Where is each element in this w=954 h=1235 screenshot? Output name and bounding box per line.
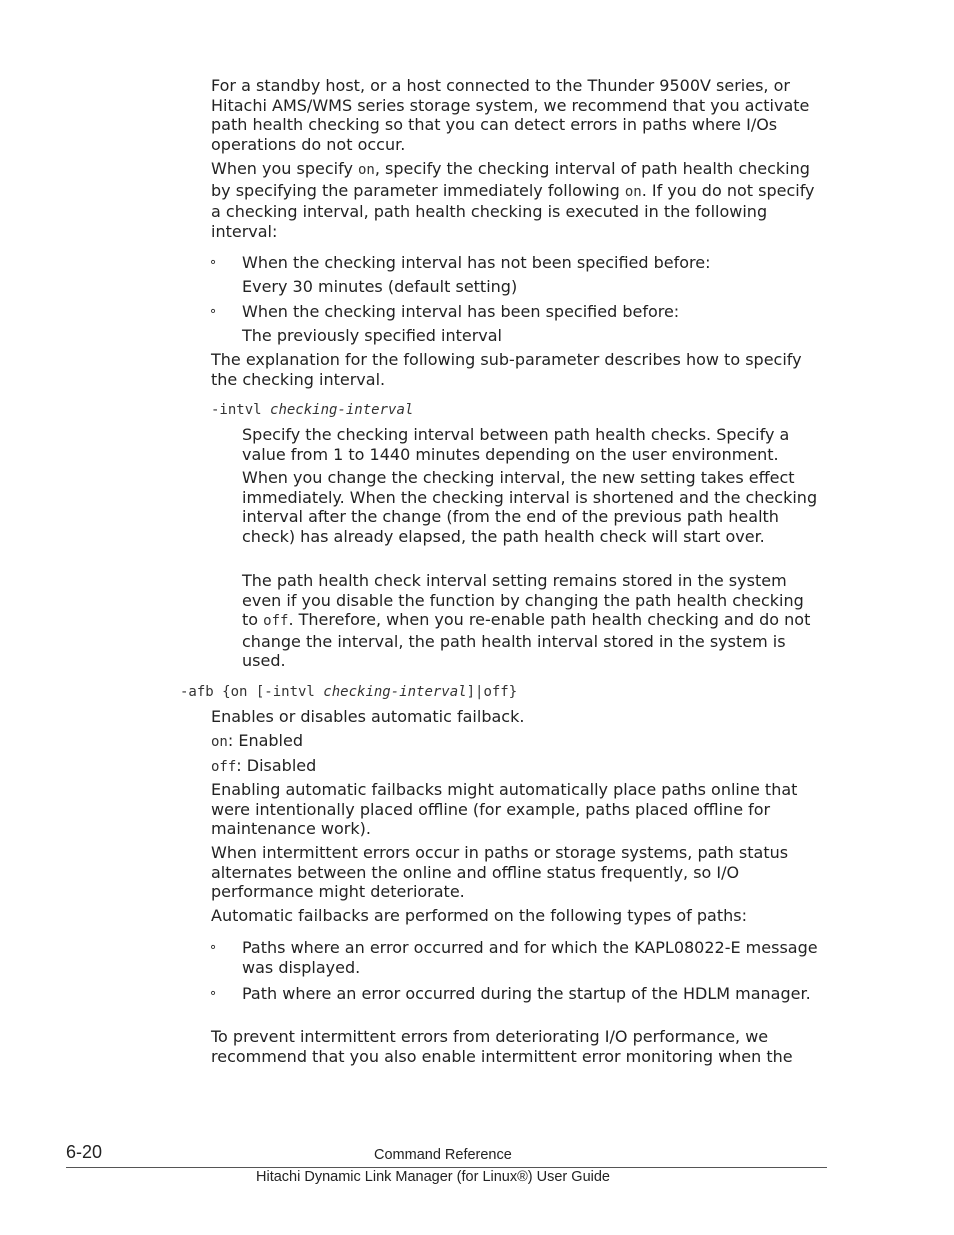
option-afb-heading: -afb {on [-intvl checking-interval]|off} bbox=[180, 684, 518, 700]
footer-guide-title: Hitachi Dynamic Link Manager (for Linux®) User Guide bbox=[256, 1169, 610, 1185]
option-intvl-heading: -intvl checking-interval bbox=[211, 402, 414, 418]
footer-section-title: Command Reference bbox=[374, 1147, 512, 1163]
list-item: When the checking interval has not been specified before: bbox=[242, 253, 711, 272]
bullet-icon: ∘ bbox=[209, 304, 218, 319]
code-on: on bbox=[624, 183, 642, 200]
paragraph-specify-on: When you specify on, specify the checking interval of path health checking by specifying the parameter immediately following on. If you do not specify a checking interval, path health checking is executed in the following interval: bbox=[211, 159, 815, 241]
bullet-icon: ∘ bbox=[209, 255, 218, 270]
code-off: off bbox=[211, 759, 237, 775]
paragraph-intvl-stored: The path health check interval setting remains stored in the system even if you disable the function by changing the path health checking to off. Therefore, when you re-enable path health checking and do not change the interval, the path health interval stored in the system is used. bbox=[242, 571, 811, 671]
list-item: Paths where an error occurred and for which the KAPL08022-E message was displayed. bbox=[242, 938, 818, 977]
footer-divider bbox=[66, 1167, 827, 1168]
code-on: on bbox=[358, 162, 375, 178]
paragraph-afb-intermittent: When intermittent errors occur in paths or storage systems, path status alternates between the online and offline status frequently, so I/O performance might deteriorate. bbox=[211, 843, 789, 902]
afb-on-value: on: Enabled bbox=[211, 731, 303, 750]
list-item: When the checking interval has been specified before: bbox=[242, 302, 680, 321]
paragraph-standby-host: For a standby host, or a host connected to the Thunder 9500V series, or Hitachi AMS/WMS series storage system, we recommend that you activate path health checking so that you can detect errors in paths where I/Os operations do not occur. bbox=[211, 76, 810, 154]
code-off: off bbox=[263, 613, 289, 630]
paragraph-subparam-intro: The explanation for the following sub-parameter describes how to specify the checking interval. bbox=[211, 350, 802, 389]
bullet-icon: ∘ bbox=[209, 940, 218, 955]
paragraph-intvl-change: When you change the checking interval, the new setting takes effect immediately. When the checking interval is shortened and the checking interval after the change (from the end of the previous path health check) has already elapsed, the path health check will start over. bbox=[242, 468, 818, 546]
code-on: on bbox=[211, 734, 228, 750]
paragraph-afb-types: Automatic failbacks are performed on the following types of paths: bbox=[211, 906, 747, 925]
list-item: Path where an error occurred during the startup of the HDLM manager. bbox=[242, 984, 811, 1003]
paragraph-afb-offline: Enabling automatic failbacks might automatically place paths online that were intentionally placed offline (for example, paths placed offline for maintenance work). bbox=[211, 780, 798, 839]
list-item-detail: Every 30 minutes (default setting) bbox=[242, 277, 518, 296]
paragraph-afb-desc: Enables or disables automatic failback. bbox=[211, 707, 525, 726]
bullet-icon: ∘ bbox=[209, 986, 218, 1001]
paragraph-intvl-range: Specify the checking interval between path health checks. Specify a value from 1 to 1440 minutes depending on the user environment. bbox=[242, 425, 790, 464]
list-item-detail: The previously specified interval bbox=[242, 326, 502, 345]
afb-off-value: off: Disabled bbox=[211, 756, 317, 775]
paragraph-afb-prevent: To prevent intermittent errors from deteriorating I/O performance, we recommend that you also enable intermittent error monitoring when the bbox=[211, 1027, 793, 1066]
page-number: 6-20 bbox=[66, 1142, 103, 1162]
